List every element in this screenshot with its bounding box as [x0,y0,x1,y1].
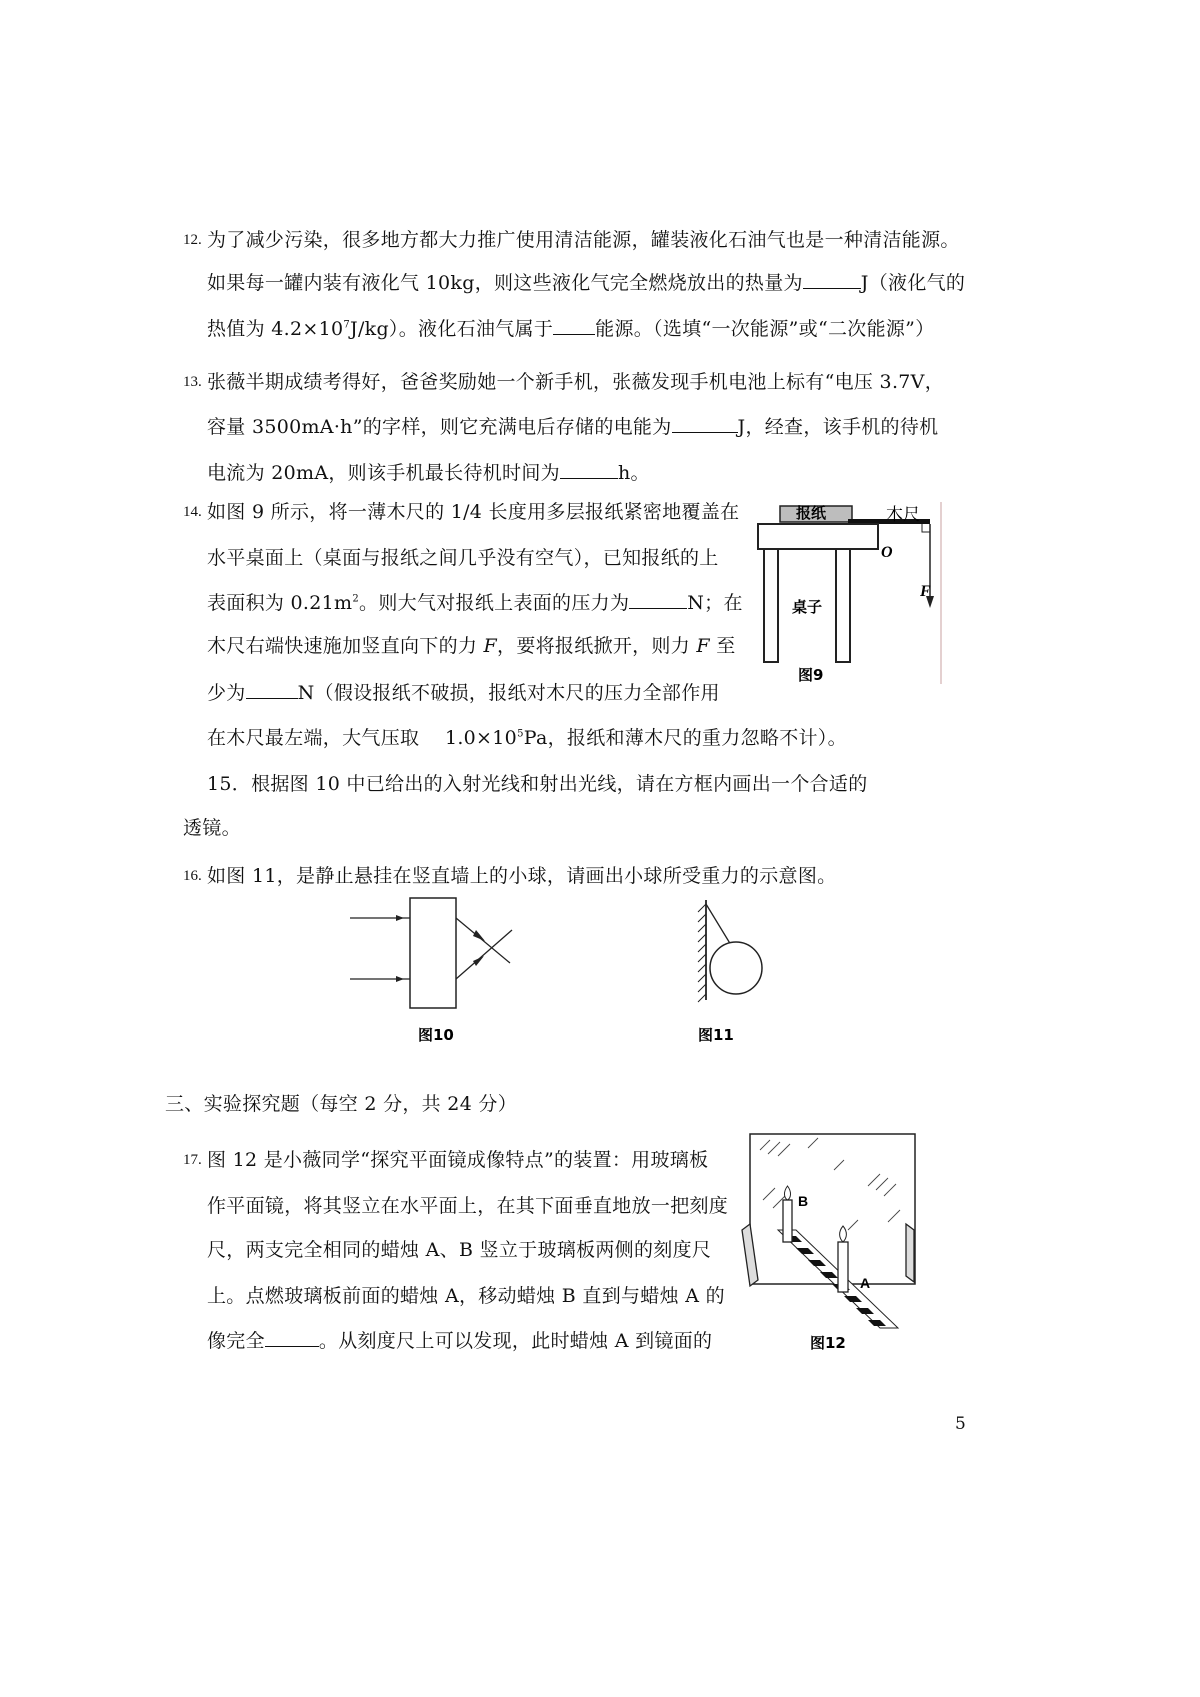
figure-10 [340,890,530,1050]
figure-9 [748,492,948,692]
q13-text: J，经查，该手机的待机 [737,416,939,438]
q14-text: 少为 [207,682,246,704]
q16-line-1: 如图 11，是静止悬挂在竖直墙上的小球，请画出小球所受重力的示意图。 [207,865,837,887]
lens-box [410,898,456,1008]
q14-text: 木尺右端快速施加竖直向下的力 [207,635,484,657]
q14-text: N；在 [687,592,743,614]
section-title: 三、实验探究题（每空 2 分，共 24 分） [165,1093,518,1115]
arrow-icon [473,930,485,941]
figure-caption: 图11 [698,1026,734,1044]
figure-11 [690,890,780,1050]
force-label: F [920,583,931,600]
q12-line-1: 为了减少污染，很多地方都大力推广使用清洁能源，罐装液化石油气也是一种清洁能源。 [207,229,960,251]
ruler-label: 木尺 [886,505,920,525]
figure-12 [738,1130,928,1360]
q14-line-2: 水平桌面上（桌面与报纸之间几乎没有空气），已知报纸的上 [207,547,719,569]
question-number: 17. [183,1152,202,1168]
q14-text: 表面积为 0.21m [207,592,353,614]
table-leg [764,549,778,662]
q14-line-6 [207,726,847,750]
q14-text: ，要将报纸掀开，则力 [497,635,697,657]
q15-line-1: 15．根据图 10 中已给出的入射光线和射出光线，请在方框内画出一个合适的 [207,773,868,795]
q13-text: 电流为 20mA，则该手机最长待机时间为 [207,462,560,484]
q17-line-3: 尺，两支完全相同的蜡烛 A、B 竖立于玻璃板两侧的刻度尺 [207,1239,712,1261]
exponent: 2 [352,593,360,605]
figure-caption: 图9 [798,666,824,684]
candle-a-label: A [860,1275,871,1291]
emergent-ray [456,918,510,963]
q12-text: 如果每一罐内装有液化气 10kg，则这些液化气完全燃烧放出的热量为 [207,272,803,294]
q14-line-3 [207,590,743,615]
force-symbol: F [483,635,498,657]
candle-a [838,1242,848,1292]
tabletop-shape [758,524,878,549]
q12-text: J（液化气的 [860,272,966,294]
force-symbol: F [696,635,710,657]
q13-line-2 [207,414,938,439]
q14-line-4 [207,634,736,658]
stand-right [906,1224,914,1282]
arrow-icon [396,976,404,982]
question-number: 13. [183,374,202,390]
q13-line-1: 张薇半期成绩考得好，爸爸奖励她一个新手机，张薇发现手机电池上标有“电压 3.7V， [207,371,944,393]
wall-hatching [698,904,706,1002]
table-label: 桌子 [792,598,823,616]
q14-text: N（假设报纸不破损，报纸对木尺的压力全部作用 [297,682,720,704]
answer-blank[interactable] [672,414,738,433]
answer-blank[interactable] [246,680,298,699]
figure-caption: 图12 [810,1334,846,1352]
candle-b-label: B [798,1193,809,1209]
question-number: 12. [183,232,202,248]
q17-line-4: 上。点燃玻璃板前面的蜡烛 A，移动蜡烛 B 直到与蜡烛 A 的 [207,1285,725,1307]
table-leg [836,549,850,662]
question-number: 14. [183,504,202,520]
answer-blank[interactable] [265,1328,319,1347]
answer-blank[interactable] [629,590,687,609]
pivot-label: O [881,544,893,561]
arrow-icon [396,915,404,921]
q17-line-2: 作平面镜，将其竖立在水平面上，在其下面垂直地放一把刻度 [207,1195,729,1217]
q14-line-5 [207,680,720,705]
answer-blank[interactable] [803,270,861,289]
q13-line-3 [207,460,650,485]
q17-line-1: 图 12 是小薇同学“探究平面镜成像特点”的装置：用玻璃板 [207,1149,709,1171]
newspaper-label: 报纸 [796,504,827,522]
q14-text: 在木尺最左端，大气压取 1.0×10 [207,727,518,749]
answer-blank[interactable] [553,316,595,335]
arrow-icon [473,956,484,966]
page-number: 5 [955,1414,967,1434]
q17-text: 像完全 [207,1330,265,1352]
answer-blank[interactable] [560,460,618,479]
q14-text: 至 [709,635,736,657]
q14-line-1: 如图 9 所示，将一薄木尺的 1/4 长度用多层报纸紧密地覆盖在 [207,501,740,523]
q12-text: J/kg）。液化石油气属于 [350,318,554,340]
exponent: 5 [517,728,524,740]
figure-caption: 图10 [418,1026,454,1044]
q14-text: Pa，报纸和薄木尺的重力忽略不计）。 [523,727,847,749]
q12-text: 热值为 4.2×10 [207,318,344,340]
right-angle-mark [922,524,930,532]
q12-line-2 [207,270,965,295]
glass-plate [750,1134,915,1284]
candle-b [783,1200,792,1242]
q12-text: 能源。（选填“一次能源”或“二次能源”） [595,318,935,340]
question-number: 16. [183,868,202,884]
q14-text: 。则大气对报纸上表面的压力为 [359,592,630,614]
q13-text: h。 [617,462,650,484]
emergent-ray [456,930,512,979]
q17-line-5 [207,1328,712,1353]
q17-text: 。从刻度尺上可以发现，此时蜡烛 A 到镜面的 [318,1330,713,1352]
q15-line-2: 透镜。 [183,817,241,839]
q13-text: 容量 3500mA·h”的字样，则它充满电后存储的电能为 [207,416,672,438]
exponent: 7 [343,319,351,331]
q12-line-3 [207,316,935,341]
ball [710,942,762,994]
